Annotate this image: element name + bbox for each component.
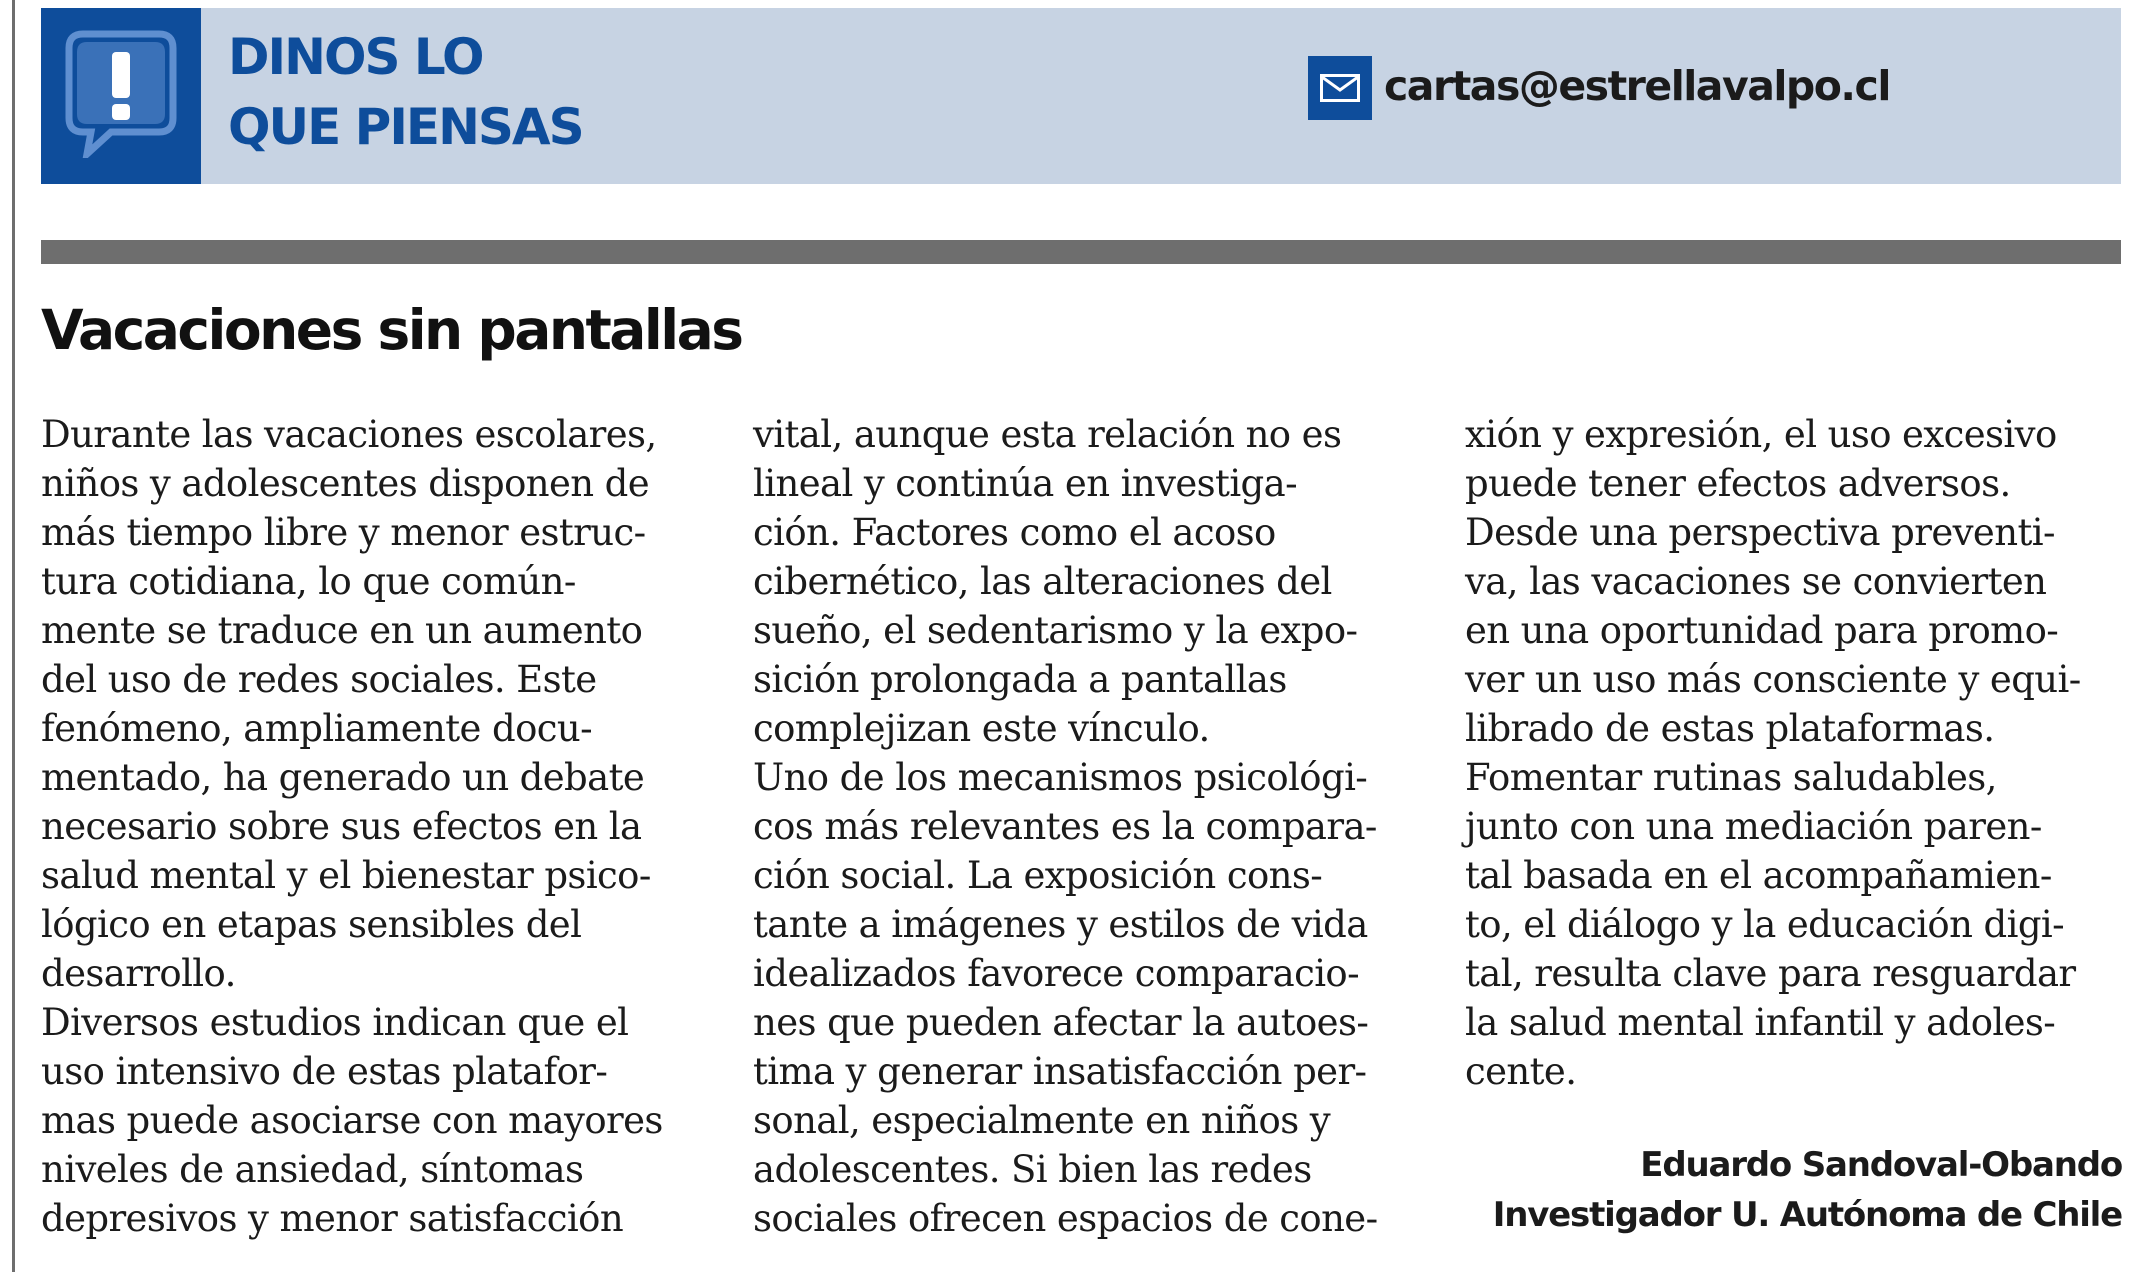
text-line: en una oportunidad para promo-: [1465, 609, 2059, 652]
exclamation-speech-bubble-icon: [41, 8, 201, 184]
text-line: niños y adolescentes disponen de: [41, 462, 650, 505]
text-line: mente se traduce en un aumento: [41, 609, 643, 652]
text-line: sociales ofrecen espacios de cone-: [753, 1197, 1378, 1240]
text-line: vital, aunque esta relación no es: [753, 413, 1342, 456]
text-line: tura cotidiana, lo que común-: [41, 560, 576, 603]
text-line: to, el diálogo y la educación digi-: [1465, 903, 2065, 946]
text-line: Desde una perspectiva preventi-: [1465, 511, 2055, 554]
section-divider: [41, 240, 2121, 264]
text-line: tante a imágenes y estilos de vida: [753, 903, 1368, 946]
text-line: idealizados favorece comparacio-: [753, 952, 1360, 995]
author-role: Investigador U. Autónoma de Chile: [1492, 1195, 2122, 1235]
envelope-icon: [1308, 56, 1372, 120]
text-line: complejizan este vínculo.: [753, 707, 1210, 750]
author-name: Eduardo Sandoval-Obando: [1640, 1145, 2122, 1185]
text-line: junto con una mediación paren-: [1465, 805, 2042, 848]
speech-bubble-icon: [65, 30, 177, 158]
text-line: tal, resulta clave para resguardar: [1465, 952, 2076, 995]
section-title-line-2: QUE PIENSAS: [228, 98, 583, 156]
text-line: ción social. La exposición cons-: [753, 854, 1323, 897]
envelope-glyph-icon: [1320, 74, 1360, 102]
article-column-1: [41, 410, 741, 1243]
text-line: ver un uso más consciente y equi-: [1465, 658, 2081, 701]
text-line: Durante las vacaciones escolares,: [41, 413, 657, 456]
text-line: mas puede asociarse con mayores: [41, 1099, 663, 1142]
contact-email-link[interactable]: cartas@estrellavalpo.cl: [1384, 62, 1890, 110]
text-line: va, las vacaciones se convierten: [1465, 560, 2047, 603]
text-line: más tiempo libre y menor estruc-: [41, 511, 646, 554]
text-line: niveles de ansiedad, síntomas: [41, 1148, 584, 1191]
text-line: necesario sobre sus efectos en la: [41, 805, 642, 848]
section-title: [228, 22, 748, 162]
text-line: Uno de los mecanismos psicológi-: [753, 756, 1368, 799]
text-line: salud mental y el bienestar psico-: [41, 854, 651, 897]
section-title-line-1: DINOS LO: [228, 28, 483, 86]
article-headline: Vacaciones sin pantallas: [41, 298, 742, 362]
text-line: tima y generar insatisfacción per-: [753, 1050, 1367, 1093]
text-line: tal basada en el acompañamien-: [1465, 854, 2052, 897]
text-line: lógico en etapas sensibles del: [41, 903, 582, 946]
article-column-2: [753, 410, 1453, 1243]
article-column-3: [1465, 410, 2156, 1096]
text-line: puede tener efectos adversos.: [1465, 462, 2011, 505]
author-signature: [1493, 1140, 2122, 1240]
text-line: del uso de redes sociales. Este: [41, 658, 597, 701]
text-line: xión y expresión, el uso excesivo: [1465, 413, 2057, 456]
text-line: nes que pueden afectar la autoes-: [753, 1001, 1369, 1044]
text-line: ción. Factores como el acoso: [753, 511, 1276, 554]
left-margin-rule: [12, 0, 15, 1272]
text-line: lineal y continúa en investiga-: [753, 462, 1298, 505]
text-line: depresivos y menor satisfacción: [41, 1197, 624, 1240]
text-line: adolescentes. Si bien las redes: [753, 1148, 1312, 1191]
text-line: cibernético, las alteraciones del: [753, 560, 1332, 603]
text-line: sición prolongada a pantallas: [753, 658, 1287, 701]
text-line: la salud mental infantil y adoles-: [1465, 1001, 2056, 1044]
text-line: Fomentar rutinas saludables,: [1465, 756, 1997, 799]
text-line: librado de estas plataformas.: [1465, 707, 1995, 750]
text-line: mentado, ha generado un debate: [41, 756, 645, 799]
text-line: sonal, especialmente en niños y: [753, 1099, 1331, 1142]
text-line: fenómeno, ampliamente docu-: [41, 707, 593, 750]
text-line: Diversos estudios indican que el: [41, 1001, 629, 1044]
text-line: cos más relevantes es la compara-: [753, 805, 1377, 848]
text-line: desarrollo.: [41, 952, 236, 995]
text-line: uso intensivo de estas platafor-: [41, 1050, 608, 1093]
text-line: sueño, el sedentarismo y la expo-: [753, 609, 1358, 652]
text-line: cente.: [1465, 1050, 1577, 1093]
